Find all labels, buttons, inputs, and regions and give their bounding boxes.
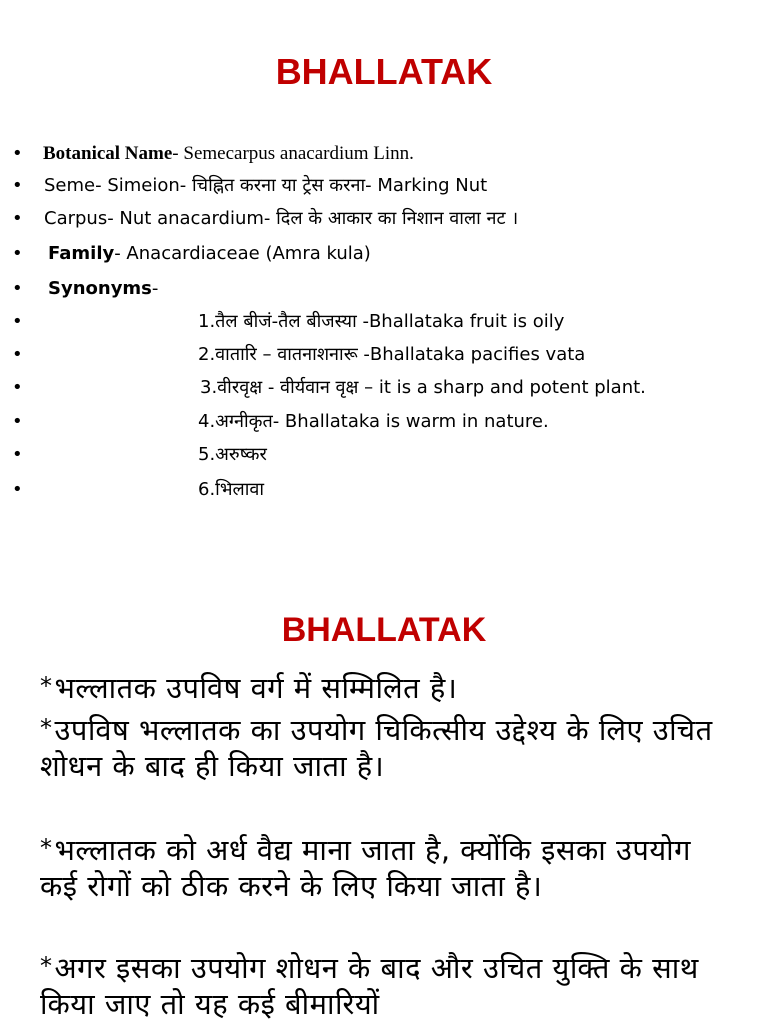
synonym-item — [0, 442, 768, 468]
bullet-icon: • — [12, 243, 23, 264]
list-item-seme — [0, 173, 768, 199]
bullet-icon: • — [12, 411, 23, 432]
family-value: - Anacardiaceae (Amra kula) — [114, 243, 371, 264]
botanical-name-value: - Semecarpus anacardium Linn. — [172, 143, 414, 164]
paragraph-text: भल्लातक उपविष वर्ग में सम्मिलित है। — [54, 671, 458, 705]
slide-title: BHALLATAK — [281, 611, 487, 649]
slide-title: BHALLATAK — [275, 51, 493, 92]
paragraph-text: भल्लातक को अर्ध वैद्य माना जाता है, क्योंकि इसका उपयोग कई रोगों को ठीक करने के लिए किया जाता है। — [40, 833, 691, 903]
paragraph — [40, 668, 730, 706]
bullet-icon: • — [12, 344, 23, 365]
synonyms-dash: - — [151, 278, 159, 299]
bullet-icon: • — [12, 377, 23, 398]
synonym-item — [0, 342, 768, 368]
synonym-text: 5.अरुष्कर — [198, 444, 267, 465]
synonym-text: 6.भिलावा — [198, 479, 265, 500]
family-label: Family — [48, 243, 115, 264]
carpus-text: Carpus- Nut anacardium- दिल के आकार का निशान वाला नट । — [44, 208, 519, 229]
bullet-icon: • — [12, 208, 23, 229]
bullet-icon: • — [12, 278, 23, 299]
botanical-name-label: Botanical Name — [43, 143, 173, 164]
paragraph-text: उपविष भल्लातक का उपयोग चिकित्सीय उद्देश्य के लिए उचित शोधन के बाद ही किया जाता है। — [40, 713, 713, 783]
paragraph — [40, 948, 730, 1022]
bullet-icon: • — [12, 444, 23, 465]
synonym-item — [0, 375, 768, 401]
bullet-icon: • — [12, 311, 23, 332]
synonym-text: 2.वातारि – वातनाशनारू -Bhallataka pacifies vata — [198, 344, 586, 365]
seme-text: Seme- Simeion- चिह्नित करना या ट्रेस करना- Marking Nut — [44, 175, 488, 196]
synonym-text: 1.तैल बीजं-तैल बीजस्या -Bhallataka fruit is oily — [198, 311, 565, 332]
synonym-item — [0, 309, 768, 335]
paragraph — [40, 710, 730, 784]
paragraph — [40, 830, 730, 904]
list-item-synonyms — [0, 276, 768, 302]
asterisk-icon: * — [40, 714, 53, 742]
bullet-icon: • — [12, 175, 23, 196]
bullet-icon: • — [12, 479, 23, 500]
slide-2 — [0, 576, 768, 1024]
synonym-text: 3.वीरवृक्ष - वीर्यवान वृक्ष – it is a sharp and potent plant. — [200, 377, 646, 398]
list-item-botanical-name — [0, 141, 768, 167]
synonyms-label: Synonyms — [48, 278, 152, 299]
list-item-family — [0, 241, 768, 267]
asterisk-icon: * — [40, 952, 53, 980]
synonym-item — [0, 409, 768, 435]
asterisk-icon: * — [40, 834, 53, 862]
paragraph-text: अगर इसका उपयोग शोधन के बाद और उचित युक्ति के साथ किया जाए तो यह कई बीमारियों — [40, 951, 699, 1021]
bullet-icon: • — [12, 143, 23, 164]
synonym-item — [0, 477, 768, 503]
list-item-carpus — [0, 206, 768, 232]
synonym-text: 4.अग्नीकृत- Bhallataka is warm in nature. — [198, 411, 549, 432]
asterisk-icon: * — [40, 672, 53, 700]
